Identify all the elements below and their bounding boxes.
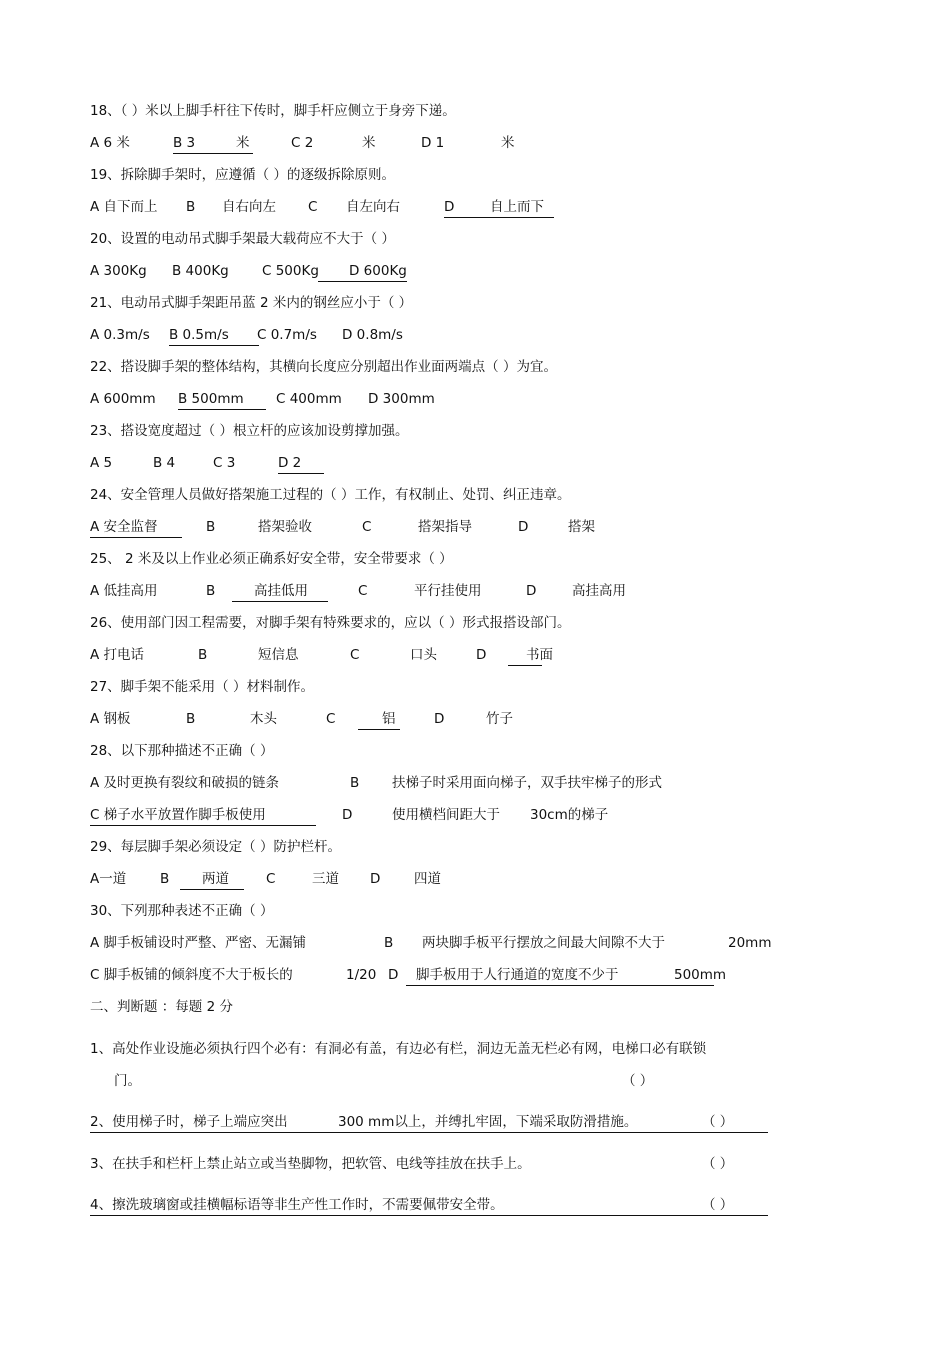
option-c: C 0.7m/s xyxy=(257,327,317,343)
question-25: 25、 2 米及以上作业必须正确系好安全带，安全带要求（ ） xyxy=(90,551,453,567)
option-d: D xyxy=(476,647,487,663)
question-24: 24、安全管理人员做好搭架施工过程的（ ）工作，有权制止、处罚、纠正违章。 xyxy=(90,487,571,503)
option-b: B xyxy=(198,647,208,663)
option-d-answer: D 自上而下 xyxy=(444,198,554,218)
option-c: C xyxy=(326,711,336,727)
question-26: 26、使用部门因工程需要，对脚手架有特殊要求的，应以（ ）形式报搭设部门。 xyxy=(90,615,571,631)
option-b: B xyxy=(206,519,216,535)
option-a-answer: A 安全监督 xyxy=(90,518,182,538)
option-c: C xyxy=(362,519,372,535)
option-c: C 3 xyxy=(213,455,236,471)
option-d: D xyxy=(342,807,353,823)
option-c-text: 搭架指导 xyxy=(418,519,472,535)
option-c: C 脚手板铺的倾斜度不大于板长的 xyxy=(90,967,293,983)
option-d: D xyxy=(434,711,445,727)
option-c: C 2 xyxy=(291,135,314,151)
option-d-unit: 米 xyxy=(501,135,515,151)
question-22: 22、搭设脚手架的整体结构，其横向长度应分别超出作业面两端点（ ）为宜。 xyxy=(90,359,557,375)
option-c-text: 自左向右 xyxy=(346,199,400,215)
option-d-answer: D 600Kg xyxy=(318,262,407,282)
option-a: A 300Kg xyxy=(90,263,147,279)
option-c-text: 口头 xyxy=(410,647,437,663)
option-a: A一道 xyxy=(90,871,127,887)
judgment-2: 2、使用梯子时，梯子上端应突出 300 mm以上，并缚扎牢固，下端采取防滑措施。 （ ） xyxy=(90,1113,768,1133)
option-c-unit: 米 xyxy=(362,135,376,151)
option-d: D xyxy=(526,583,537,599)
option-d-answer: D 2 xyxy=(278,454,324,474)
option-d-text-2: 30cm的梯子 xyxy=(530,807,609,823)
option-b: B xyxy=(384,935,394,951)
judgment-1-line2: 门。 xyxy=(114,1073,141,1089)
option-a: A 及时更换有裂纹和破损的链条 xyxy=(90,775,280,791)
question-21: 21、电动吊式脚手架距吊蓝 2 米内的钢丝应小于（ ） xyxy=(90,295,413,311)
option-a: A 6 米 xyxy=(90,135,130,151)
option-c-text: 三道 xyxy=(312,871,339,887)
option-b: B xyxy=(350,775,360,791)
option-c-text: 平行挂使用 xyxy=(414,583,482,599)
option-d: D 1 xyxy=(421,135,445,151)
judgment-3-paren: （ ） xyxy=(702,1156,734,1172)
option-d: D xyxy=(518,519,529,535)
option-b-text: 木头 xyxy=(250,711,277,727)
judgment-3: 3、在扶手和栏杆上禁止站立或当垫脚物，把软管、电线等挂放在扶手上。 xyxy=(90,1156,531,1172)
option-a: A 5 xyxy=(90,455,113,471)
option-d: D xyxy=(370,871,381,887)
option-b: B 400Kg xyxy=(172,263,229,279)
option-a: A 600mm xyxy=(90,391,156,407)
option-c: C xyxy=(350,647,360,663)
option-b-answer: B 3 米 xyxy=(173,134,253,154)
option-c-value: 1/20 xyxy=(346,967,377,983)
option-b-answer: 两道 xyxy=(180,870,244,890)
option-c: C xyxy=(266,871,276,887)
question-23: 23、搭设宽度超过（ ）根立杆的应该加设剪撑加强。 xyxy=(90,423,409,439)
judgment-1-line1: 1、高处作业设施必须执行四个必有：有洞必有盖，有边必有栏，洞边无盖无栏必有网，电梯口必有联锁 xyxy=(90,1041,707,1057)
option-b-value: 20mm xyxy=(728,935,772,951)
question-29: 29、每层脚手架必须设定（ ）防护栏杆。 xyxy=(90,839,341,855)
option-c-answer: C 梯子水平放置作脚手板使用 xyxy=(90,806,316,826)
question-27: 27、脚手架不能采用（ ）材料制作。 xyxy=(90,679,314,695)
option-b-text: 两块脚手板平行摆放之间最大间隙不大于 xyxy=(422,935,665,951)
option-c: C xyxy=(308,199,318,215)
option-d-text: 搭架 xyxy=(568,519,595,535)
option-a: A 脚手板铺设时严整、严密、无漏铺 xyxy=(90,935,307,951)
option-b: B xyxy=(206,583,216,599)
option-d-text: 使用横档间距大于 xyxy=(392,807,500,823)
option-a: A 打电话 xyxy=(90,647,145,663)
option-d: D 300mm xyxy=(368,391,435,407)
option-c: C 500Kg xyxy=(262,263,319,279)
question-19: 19、拆除脚手架时，应遵循（ ）的逐级拆除原则。 xyxy=(90,167,395,183)
option-b-text: 搭架验收 xyxy=(258,519,312,535)
option-d-answer: 脚手板用于人行通道的宽度不少于 500mm xyxy=(406,966,714,986)
option-c-answer: 铝 xyxy=(358,710,400,730)
option-d-answer: 书面 xyxy=(508,646,542,666)
option-a: A 低挂高用 xyxy=(90,583,158,599)
option-a: A 钢板 xyxy=(90,711,131,727)
judgment-4: 4、擦洗玻璃窗或挂横幅标语等非生产性工作时，不需要佩带安全带。 （ ） xyxy=(90,1196,768,1216)
option-b-text: 扶梯子时采用面向梯子，双手扶牢梯子的形式 xyxy=(392,775,662,791)
option-b-text: 自右向左 xyxy=(222,199,276,215)
option-b: B xyxy=(186,711,196,727)
option-d: D 0.8m/s xyxy=(342,327,403,343)
question-20: 20、设置的电动吊式脚手架最大载荷应不大于（ ） xyxy=(90,231,395,247)
option-d: D xyxy=(388,967,399,983)
option-d-text: 四道 xyxy=(414,871,441,887)
question-28: 28、以下那种描述不正确（ ） xyxy=(90,743,274,759)
option-c: C 400mm xyxy=(276,391,342,407)
option-a: A 0.3m/s xyxy=(90,327,150,343)
option-b-answer: 高挂低用 xyxy=(232,582,328,602)
option-b: B xyxy=(186,199,196,215)
option-c: C xyxy=(358,583,368,599)
question-30: 30、下列那种表述不正确（ ） xyxy=(90,903,274,919)
option-b-answer: B 0.5m/s xyxy=(169,326,259,346)
judgment-1-paren: （ ） xyxy=(622,1073,654,1089)
option-a: A 自下而上 xyxy=(90,199,158,215)
option-b: B xyxy=(160,871,170,887)
option-d-text: 竹子 xyxy=(486,711,513,727)
option-b: B 4 xyxy=(153,455,176,471)
option-d-text: 高挂高用 xyxy=(572,583,626,599)
question-18: 18、（ ）米以上脚手杆往下传时，脚手杆应侧立于身旁下递。 xyxy=(90,103,456,119)
section-2-heading: 二、判断题 ：每题 2 分 xyxy=(90,999,233,1015)
option-b-answer: B 500mm xyxy=(178,390,266,410)
option-b-text: 短信息 xyxy=(258,647,299,663)
